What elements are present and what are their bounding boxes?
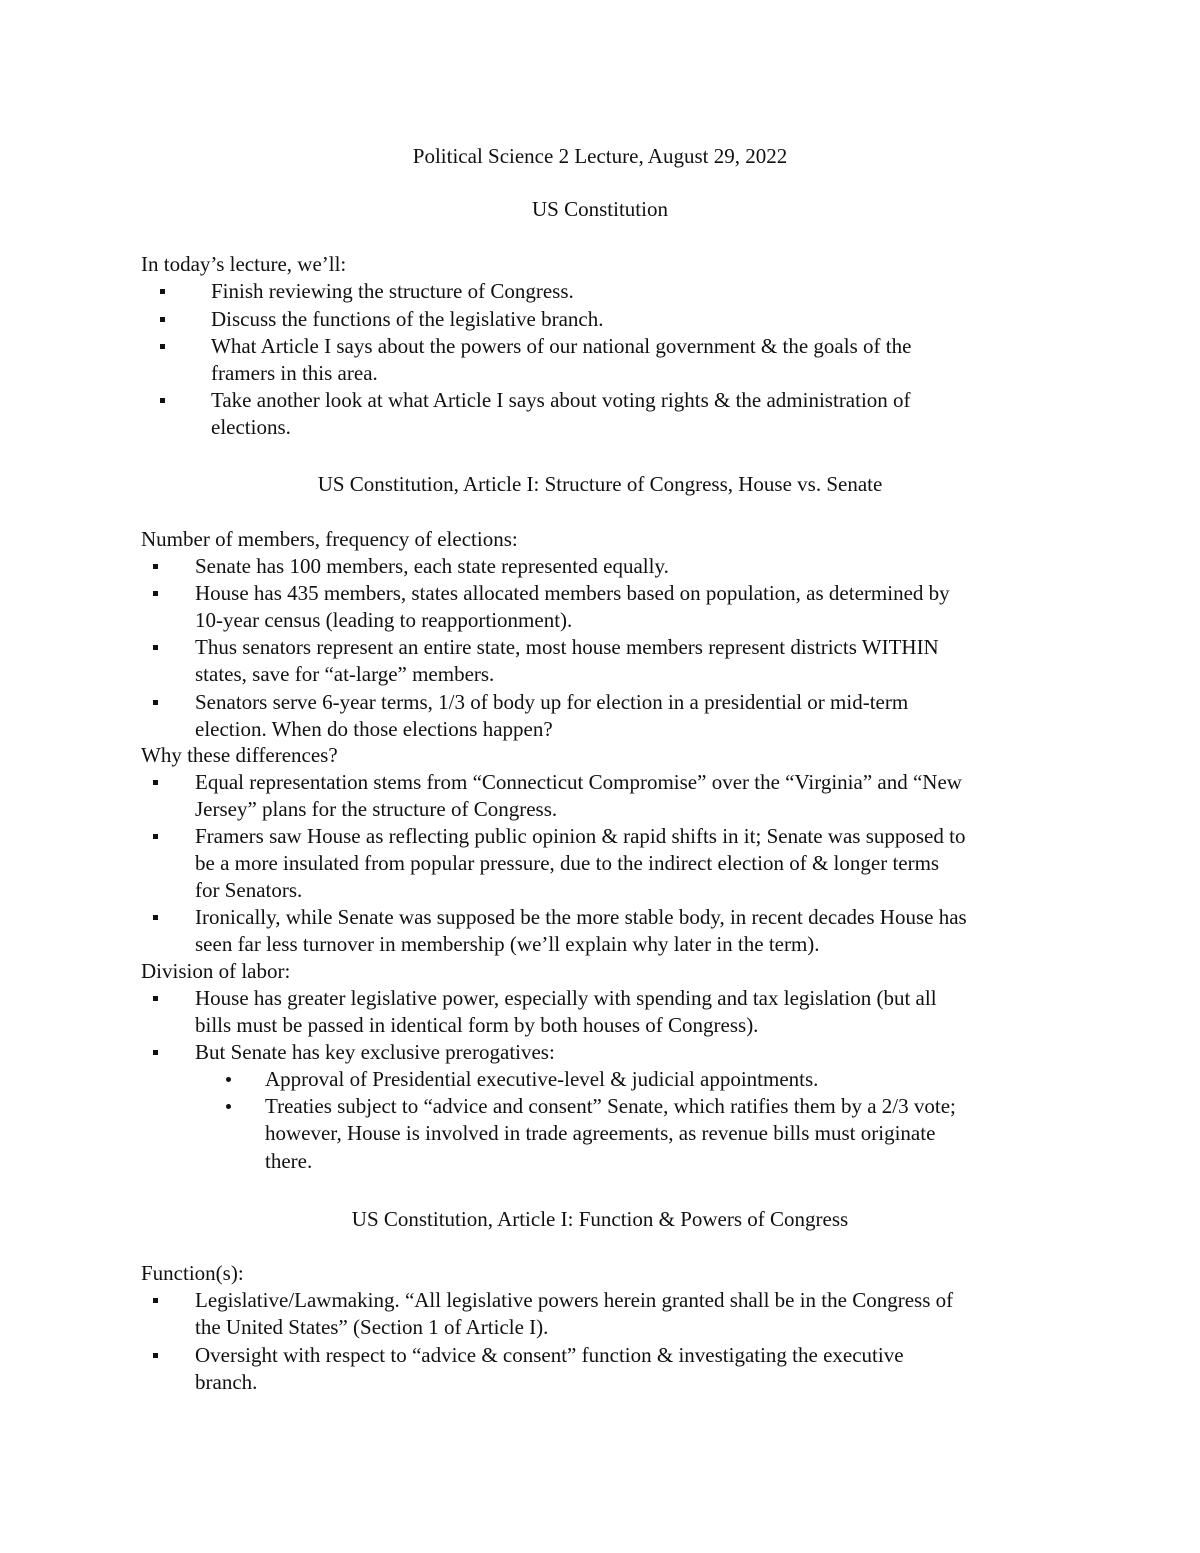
- section-heading: US Constitution, Article I: Structure of Congress, House vs. Senate: [317, 472, 883, 496]
- list-item-continued: bills must be passed in identical form by both houses of Congress).: [195, 1013, 759, 1037]
- bullet-square-icon: [153, 1298, 158, 1303]
- list-item: Framers saw House as reflecting public opinion & rapid shifts in it; Senate was supposed to: [195, 824, 966, 848]
- list-item-continued: states, save for “at-large” members.: [195, 662, 495, 686]
- bullet-square-icon: [160, 344, 165, 349]
- bullet-square-icon: [153, 915, 158, 920]
- list-item-continued: be a more insulated from popular pressure, due to the indirect election of & longer terms: [195, 851, 940, 875]
- list-item: Thus senators represent an entire state, most house members represent districts WITHIN: [195, 635, 939, 659]
- sub-list-item-continued: however, House is involved in trade agreements, as revenue bills must originate: [265, 1121, 936, 1145]
- list-item: But Senate has key exclusive prerogatives:: [195, 1040, 555, 1064]
- list-item: Equal representation stems from “Connecticut Compromise” over the “Virginia” and “New: [195, 770, 962, 794]
- sub-list-item-continued: there.: [265, 1149, 313, 1173]
- bullet-square-icon: [153, 834, 158, 839]
- bullet-square-icon: [153, 564, 158, 569]
- bullet-square-icon: [160, 289, 165, 294]
- sub-list-item: Treaties subject to “advice and consent” Senate, which ratifies them by a 2/3 vote;: [265, 1094, 956, 1118]
- functions-heading: Function(s):: [141, 1261, 244, 1285]
- intro-item-continued: elections.: [211, 415, 291, 439]
- intro-item: Take another look at what Article I says about voting rights & the administration of: [211, 388, 911, 412]
- list-item-continued: the United States” (Section 1 of Article I).: [195, 1315, 549, 1339]
- bullet-square-icon: [153, 645, 158, 650]
- list-item-continued: election. When do those elections happen?: [195, 717, 553, 741]
- bullet-dot-icon: [226, 1104, 231, 1109]
- list-item: Oversight with respect to “advice & consent” function & investigating the executive: [195, 1343, 904, 1367]
- why-heading: Why these differences?: [141, 743, 338, 767]
- list-item: Ironically, while Senate was supposed be the more stable body, in recent decades House has: [195, 905, 967, 929]
- page-title: Political Science 2 Lecture, August 29, 2022: [412, 144, 788, 168]
- list-item-continued: for Senators.: [195, 878, 303, 902]
- bullet-square-icon: [153, 996, 158, 1001]
- list-item: Senate has 100 members, each state represented equally.: [195, 554, 669, 578]
- list-item: Legislative/Lawmaking. “All legislative powers herein granted shall be in the Congress of: [195, 1288, 954, 1312]
- bullet-square-icon: [153, 591, 158, 596]
- list-item-continued: seen far less turnover in membership (we’ll explain why later in the term).: [195, 932, 820, 956]
- list-item-continued: 10-year census (leading to reapportionment).: [195, 608, 573, 632]
- list-item-continued: branch.: [195, 1370, 258, 1394]
- bullet-dot-icon: [226, 1077, 231, 1082]
- bullet-square-icon: [153, 1353, 158, 1358]
- section-heading: US Constitution, Article I: Function & Powers of Congress: [351, 1207, 849, 1231]
- bullet-square-icon: [153, 1050, 158, 1055]
- bullet-square-icon: [153, 780, 158, 785]
- sub-list-item: Approval of Presidential executive-level & judicial appointments.: [265, 1067, 819, 1091]
- bullet-square-icon: [160, 317, 165, 322]
- intro-item: What Article I says about the powers of our national government & the goals of the: [211, 334, 912, 358]
- page-subtitle: US Constitution: [532, 197, 668, 221]
- list-item: House has 435 members, states allocated members based on population, as determined by: [195, 581, 950, 605]
- intro-heading: In today’s lecture, we’ll:: [141, 252, 347, 276]
- list-item: Senators serve 6-year terms, 1/3 of body up for election in a presidential or mid-term: [195, 690, 909, 714]
- members-heading: Number of members, frequency of elections:: [141, 527, 518, 551]
- intro-item-continued: framers in this area.: [211, 361, 378, 385]
- bullet-square-icon: [153, 700, 158, 705]
- intro-item: Discuss the functions of the legislative branch.: [211, 307, 604, 331]
- list-item-continued: Jersey” plans for the structure of Congress.: [195, 797, 558, 821]
- intro-item: Finish reviewing the structure of Congress.: [211, 279, 574, 303]
- division-heading: Division of labor:: [141, 959, 291, 983]
- list-item: House has greater legislative power, especially with spending and tax legislation (but all: [195, 986, 937, 1010]
- bullet-square-icon: [160, 398, 165, 403]
